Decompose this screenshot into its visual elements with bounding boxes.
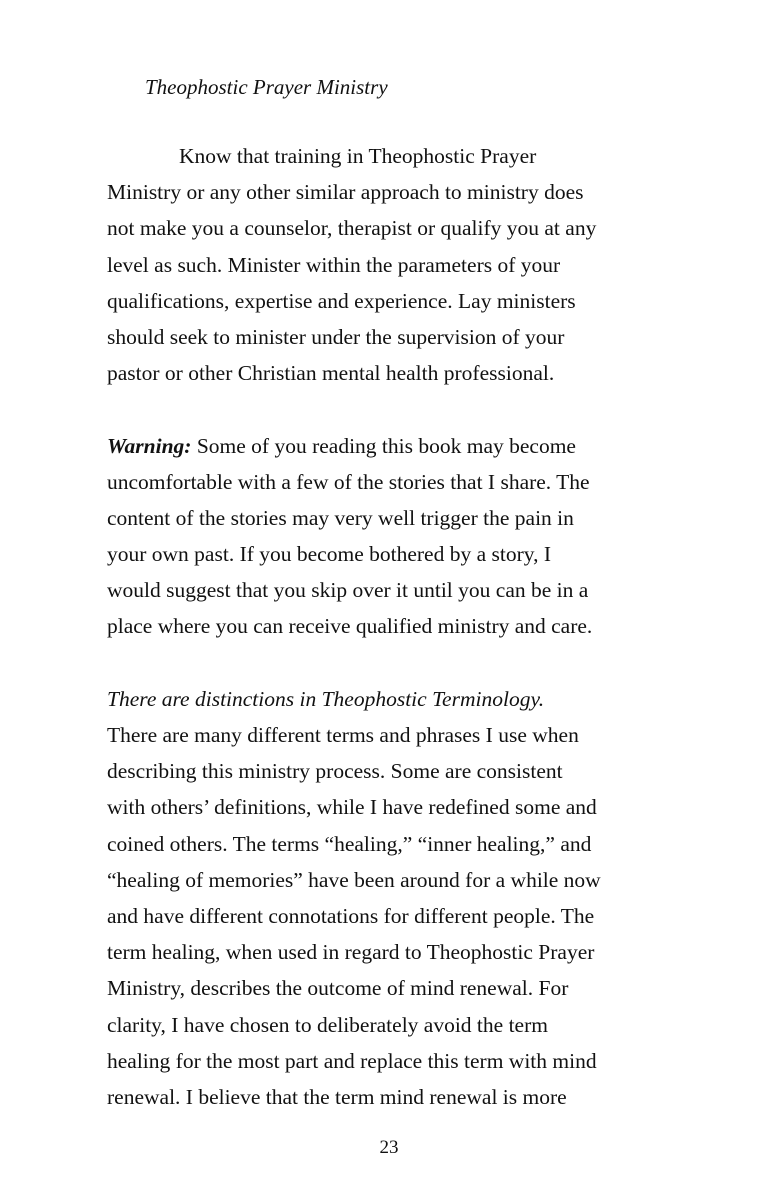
paragraph-disclaimer bbox=[107, 138, 707, 391]
text-line: pastor or other Christian mental health professional. bbox=[107, 361, 555, 386]
page-number: 23 bbox=[379, 1137, 399, 1158]
section-terminology bbox=[107, 681, 707, 1115]
text-line: There are many different terms and phrases I use when bbox=[107, 723, 579, 747]
paragraph-warning bbox=[107, 428, 707, 645]
text-line: Ministry or any other similar approach to ministry does bbox=[107, 180, 584, 205]
text-line: healing for the most part and replace this term with mind bbox=[107, 1048, 597, 1073]
text-line: place where you can receive qualified ministry and care. bbox=[107, 614, 593, 639]
text-line: coined others. The terms “healing,” “inner healing,” and bbox=[107, 831, 592, 856]
text-line: Know that training in Theophostic Prayer bbox=[179, 144, 537, 168]
warning-first-line: Some of you reading this book may become bbox=[191, 433, 576, 458]
text-line: describing this ministry process. Some are consistent bbox=[107, 759, 563, 784]
text-line: your own past. If you become bothered by a story, I bbox=[107, 542, 552, 567]
text-line: should seek to minister under the supervision of your bbox=[107, 324, 565, 349]
text-line: content of the stories may very well trigger the pain in bbox=[107, 505, 574, 530]
text-line: level as such. Minister within the parameters of your bbox=[107, 252, 561, 277]
text-line: with others’ definitions, while I have redefined some and bbox=[107, 795, 597, 820]
section-heading: There are distinctions in Theophostic Terminology. bbox=[107, 686, 545, 711]
text-line: clarity, I have chosen to deliberately avoid the term bbox=[107, 1012, 548, 1037]
text-line: not make you a counselor, therapist or qualify you at any bbox=[107, 216, 597, 241]
paragraph-spacer bbox=[107, 645, 707, 681]
text-line: qualifications, expertise and experience. Lay ministers bbox=[107, 288, 576, 313]
body-text bbox=[107, 138, 707, 1115]
text-line: uncomfortable with a few of the stories that I share. The bbox=[107, 469, 590, 494]
warning-label: Warning: bbox=[107, 433, 192, 458]
running-header: Theophostic Prayer Ministry bbox=[145, 75, 388, 99]
text-line bbox=[107, 428, 707, 464]
text-line: renewal. I believe that the term mind renewal is more bbox=[107, 1084, 567, 1109]
text-line: “healing of memories” have been around for a while now bbox=[107, 867, 601, 892]
paragraph-spacer bbox=[107, 391, 707, 427]
text-line: would suggest that you skip over it until you can be in a bbox=[107, 578, 589, 603]
text-line: and have different connotations for different people. The bbox=[107, 903, 595, 928]
text-line: Ministry, describes the outcome of mind renewal. For bbox=[107, 976, 569, 1001]
text-line: term healing, when used in regard to Theophostic Prayer bbox=[107, 940, 595, 965]
